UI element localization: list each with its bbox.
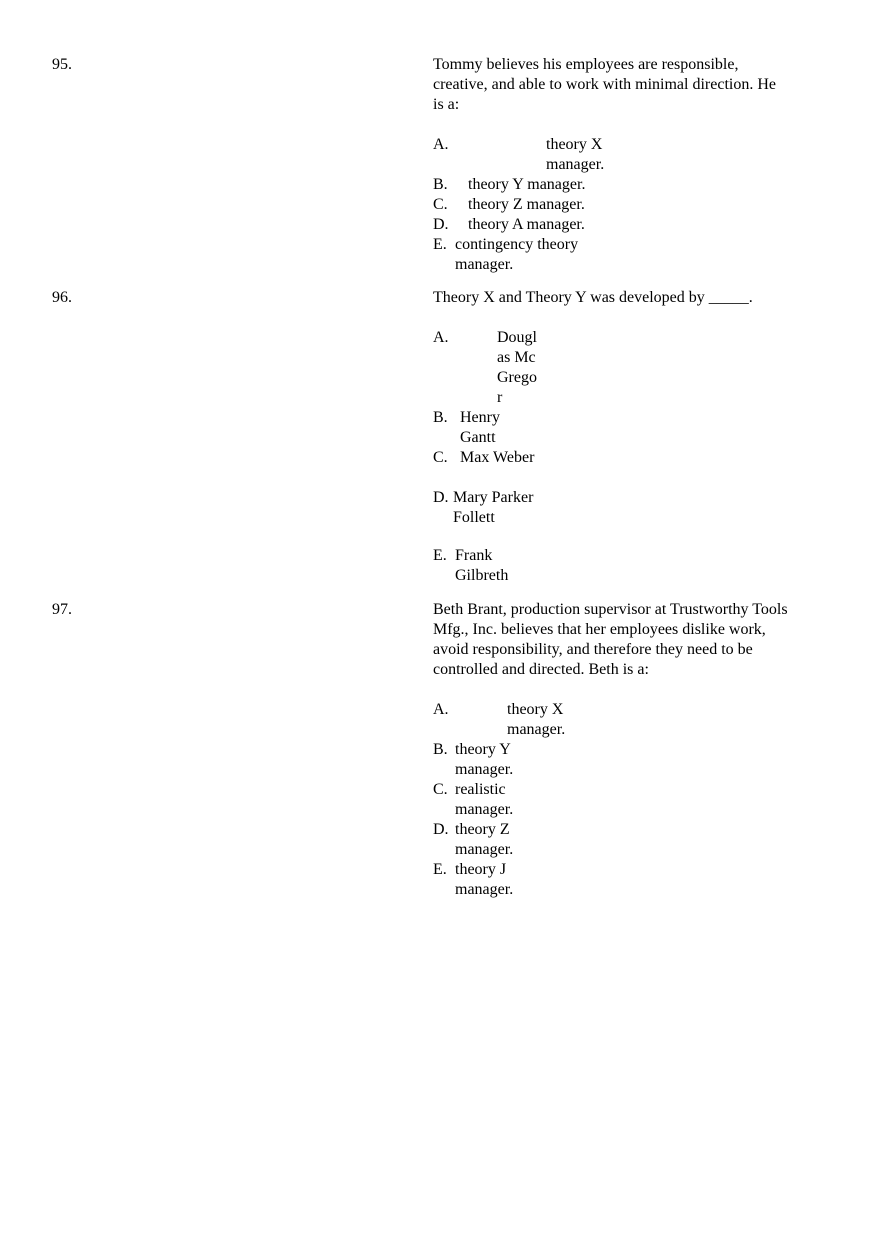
answer-option: [433, 235, 783, 275]
answer-option: [433, 860, 798, 900]
option-text: Mary Parker Follett: [453, 489, 534, 526]
answer-option: [433, 488, 798, 528]
question-number: 97.: [52, 601, 72, 618]
option-text: realistic manager.: [455, 781, 514, 818]
answer-option: [433, 195, 783, 215]
option-letter: D.: [433, 821, 449, 838]
option-letter: C.: [433, 196, 448, 213]
answer-option: [433, 408, 798, 448]
answer-option: [433, 700, 798, 740]
option-letter: B.: [433, 409, 448, 426]
option-text: theory Y manager.: [468, 176, 586, 193]
option-text: theory Z manager.: [468, 196, 585, 213]
question-number: 96.: [52, 289, 72, 306]
option-letter: C.: [433, 449, 448, 466]
answer-option: [433, 780, 798, 820]
question-number: 95.: [52, 56, 72, 73]
question-block: [433, 600, 798, 900]
answer-option: [433, 328, 798, 408]
option-letter: A.: [433, 329, 449, 346]
question-stem: Beth Brant, production supervisor at Trustworthy Tools Mfg., Inc. believes that her employees dislike work, avoid responsibility, and therefore they need to be controlled and directed. Beth is a:: [433, 601, 788, 678]
option-letter: D.: [433, 489, 449, 506]
question-block: [433, 288, 798, 586]
option-letter: E.: [433, 547, 447, 564]
answer-option: [433, 175, 783, 195]
option-text: theory X manager.: [546, 136, 605, 173]
option-text: Frank Gilbreth: [455, 547, 509, 584]
question-block: [433, 55, 783, 275]
question-stem: Theory X and Theory Y was developed by _____.: [433, 289, 753, 306]
option-letter: B.: [433, 741, 448, 758]
option-letter: E.: [433, 236, 447, 253]
answer-option: [433, 135, 783, 175]
option-text: theory Y manager.: [455, 741, 514, 778]
option-letter: C.: [433, 781, 448, 798]
answer-option: [433, 740, 798, 780]
answer-option: [433, 215, 783, 235]
option-letter: A.: [433, 136, 449, 153]
option-text: theory Z manager.: [455, 821, 514, 858]
option-text: theory A manager.: [468, 216, 585, 233]
option-text: theory J manager.: [455, 861, 514, 898]
option-text: Max Weber: [460, 449, 535, 466]
option-letter: E.: [433, 861, 447, 878]
answer-option: [433, 546, 798, 586]
option-text: contingency theory manager.: [455, 236, 579, 273]
option-letter: A.: [433, 701, 449, 718]
answer-option: [433, 448, 798, 468]
option-letter: B.: [433, 176, 448, 193]
option-letter: D.: [433, 216, 449, 233]
question-stem: Tommy believes his employees are responsible, creative, and able to work with minimal direction. He is a:: [433, 56, 776, 113]
option-text: Henry Gantt: [460, 409, 500, 446]
option-text: Douglas McGregor: [497, 329, 537, 406]
answer-option: [433, 820, 798, 860]
option-text: theory X manager.: [507, 701, 566, 738]
